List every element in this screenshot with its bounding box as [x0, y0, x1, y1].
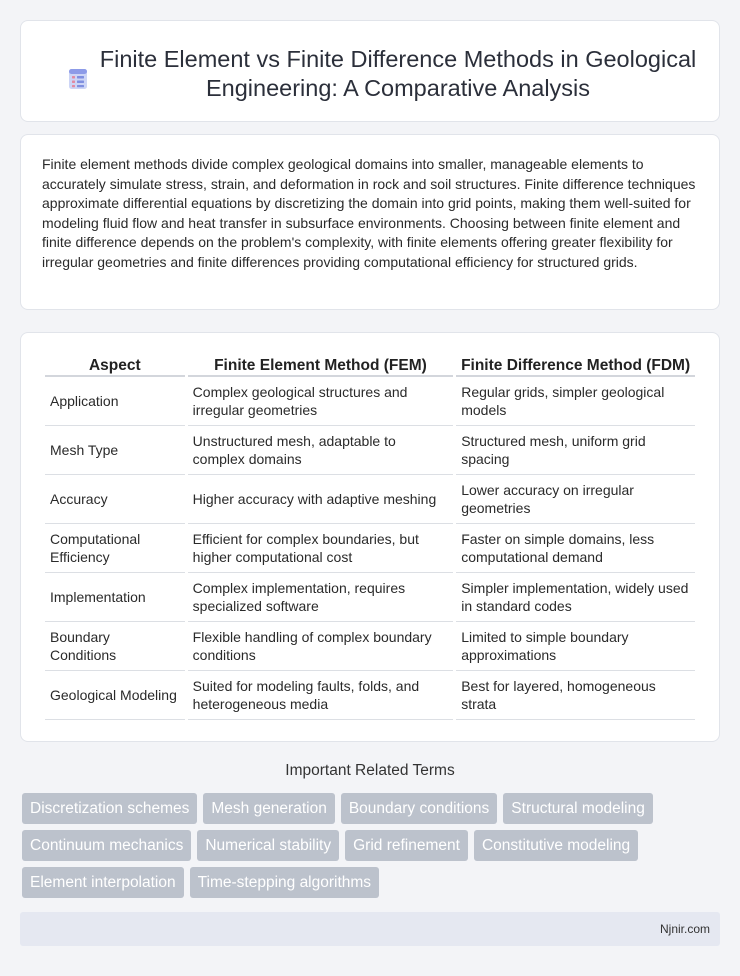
comparison-card: [20, 332, 720, 742]
header-aspect: Aspect: [45, 353, 185, 377]
term-tag[interactable]: Discretization schemes: [22, 793, 197, 824]
table-row: [45, 573, 695, 622]
title-card: [20, 20, 720, 122]
aspect-cell: Computational Efficiency: [45, 524, 185, 573]
aspect-cell: Implementation: [45, 573, 185, 622]
aspect-cell: Accuracy: [45, 475, 185, 524]
header-fem: Finite Element Method (FEM): [188, 353, 454, 377]
document-list-icon: [67, 68, 89, 90]
fdm-cell: Limited to simple boundary approximations: [456, 622, 695, 671]
aspect-cell: Application: [45, 377, 185, 426]
term-tag[interactable]: Numerical stability: [197, 830, 339, 861]
site-name[interactable]: Njnir.com: [659, 922, 710, 936]
tag-row: [22, 793, 722, 824]
term-tag[interactable]: Structural modeling: [503, 793, 653, 824]
table-row: [45, 671, 695, 720]
term-tag[interactable]: Continuum mechanics: [22, 830, 191, 861]
fem-cell: Efficient for complex boundaries, but higher computational cost: [188, 524, 454, 573]
fdm-cell: Regular grids, simpler geological models: [456, 377, 695, 426]
term-tag[interactable]: Time-stepping algorithms: [190, 867, 379, 898]
footer: [20, 912, 720, 946]
intro-paragraph: Finite element methods divide complex geological domains into smaller, manageable elements to accurately simulate stress, strain, and deformation in rock and soil structures. Finite difference techniques approximate differential equations by discretizing the domain into grid points, making them well-suited for modeling fluid flow and heat transfer in subsurface environments. Choosing between finite element and finite difference depends on the problem's complexity, with finite elements offering greater flexibility for irregular geometries and finite differences providing computational efficiency for structured grids.: [42, 156, 696, 270]
page-title: Finite Element vs Finite Difference Methods in Geological Engineering: A Comparative Analysis: [99, 46, 697, 101]
intro-card: [20, 134, 720, 310]
fem-cell: Complex geological structures and irregular geometries: [188, 377, 454, 426]
table-row: [45, 475, 695, 524]
term-tag[interactable]: Boundary conditions: [341, 793, 497, 824]
fdm-cell: Lower accuracy on irregular geometries: [456, 475, 695, 524]
fem-cell: Higher accuracy with adaptive meshing: [188, 475, 454, 524]
aspect-cell: Mesh Type: [45, 426, 185, 475]
term-tag[interactable]: Element interpolation: [22, 867, 184, 898]
tag-row: [22, 867, 722, 898]
header-fdm: Finite Difference Method (FDM): [456, 353, 695, 377]
fem-cell: Suited for modeling faults, folds, and heterogeneous media: [188, 671, 454, 720]
table-row: [45, 622, 695, 671]
fem-cell: Complex implementation, requires specialized software: [188, 573, 454, 622]
term-tag[interactable]: Grid refinement: [345, 830, 468, 861]
aspect-cell: Boundary Conditions: [45, 622, 185, 671]
fdm-cell: Faster on simple domains, less computational demand: [456, 524, 695, 573]
fdm-cell: Best for layered, homogeneous strata: [456, 671, 695, 720]
table-row: [45, 426, 695, 475]
term-tag[interactable]: Mesh generation: [203, 793, 334, 824]
table-header-row: [45, 353, 695, 377]
related-terms-title: Important Related Terms: [285, 762, 455, 779]
fdm-cell: Simpler implementation, widely used in standard codes: [456, 573, 695, 622]
comparison-table: [42, 353, 698, 720]
fem-cell: Unstructured mesh, adaptable to complex domains: [188, 426, 454, 475]
aspect-cell: Geological Modeling: [45, 671, 185, 720]
related-terms-list: [22, 793, 722, 904]
tag-row: [22, 830, 722, 861]
fem-cell: Flexible handling of complex boundary conditions: [188, 622, 454, 671]
fdm-cell: Structured mesh, uniform grid spacing: [456, 426, 695, 475]
table-row: [45, 524, 695, 573]
table-row: [45, 377, 695, 426]
term-tag[interactable]: Constitutive modeling: [474, 830, 638, 861]
